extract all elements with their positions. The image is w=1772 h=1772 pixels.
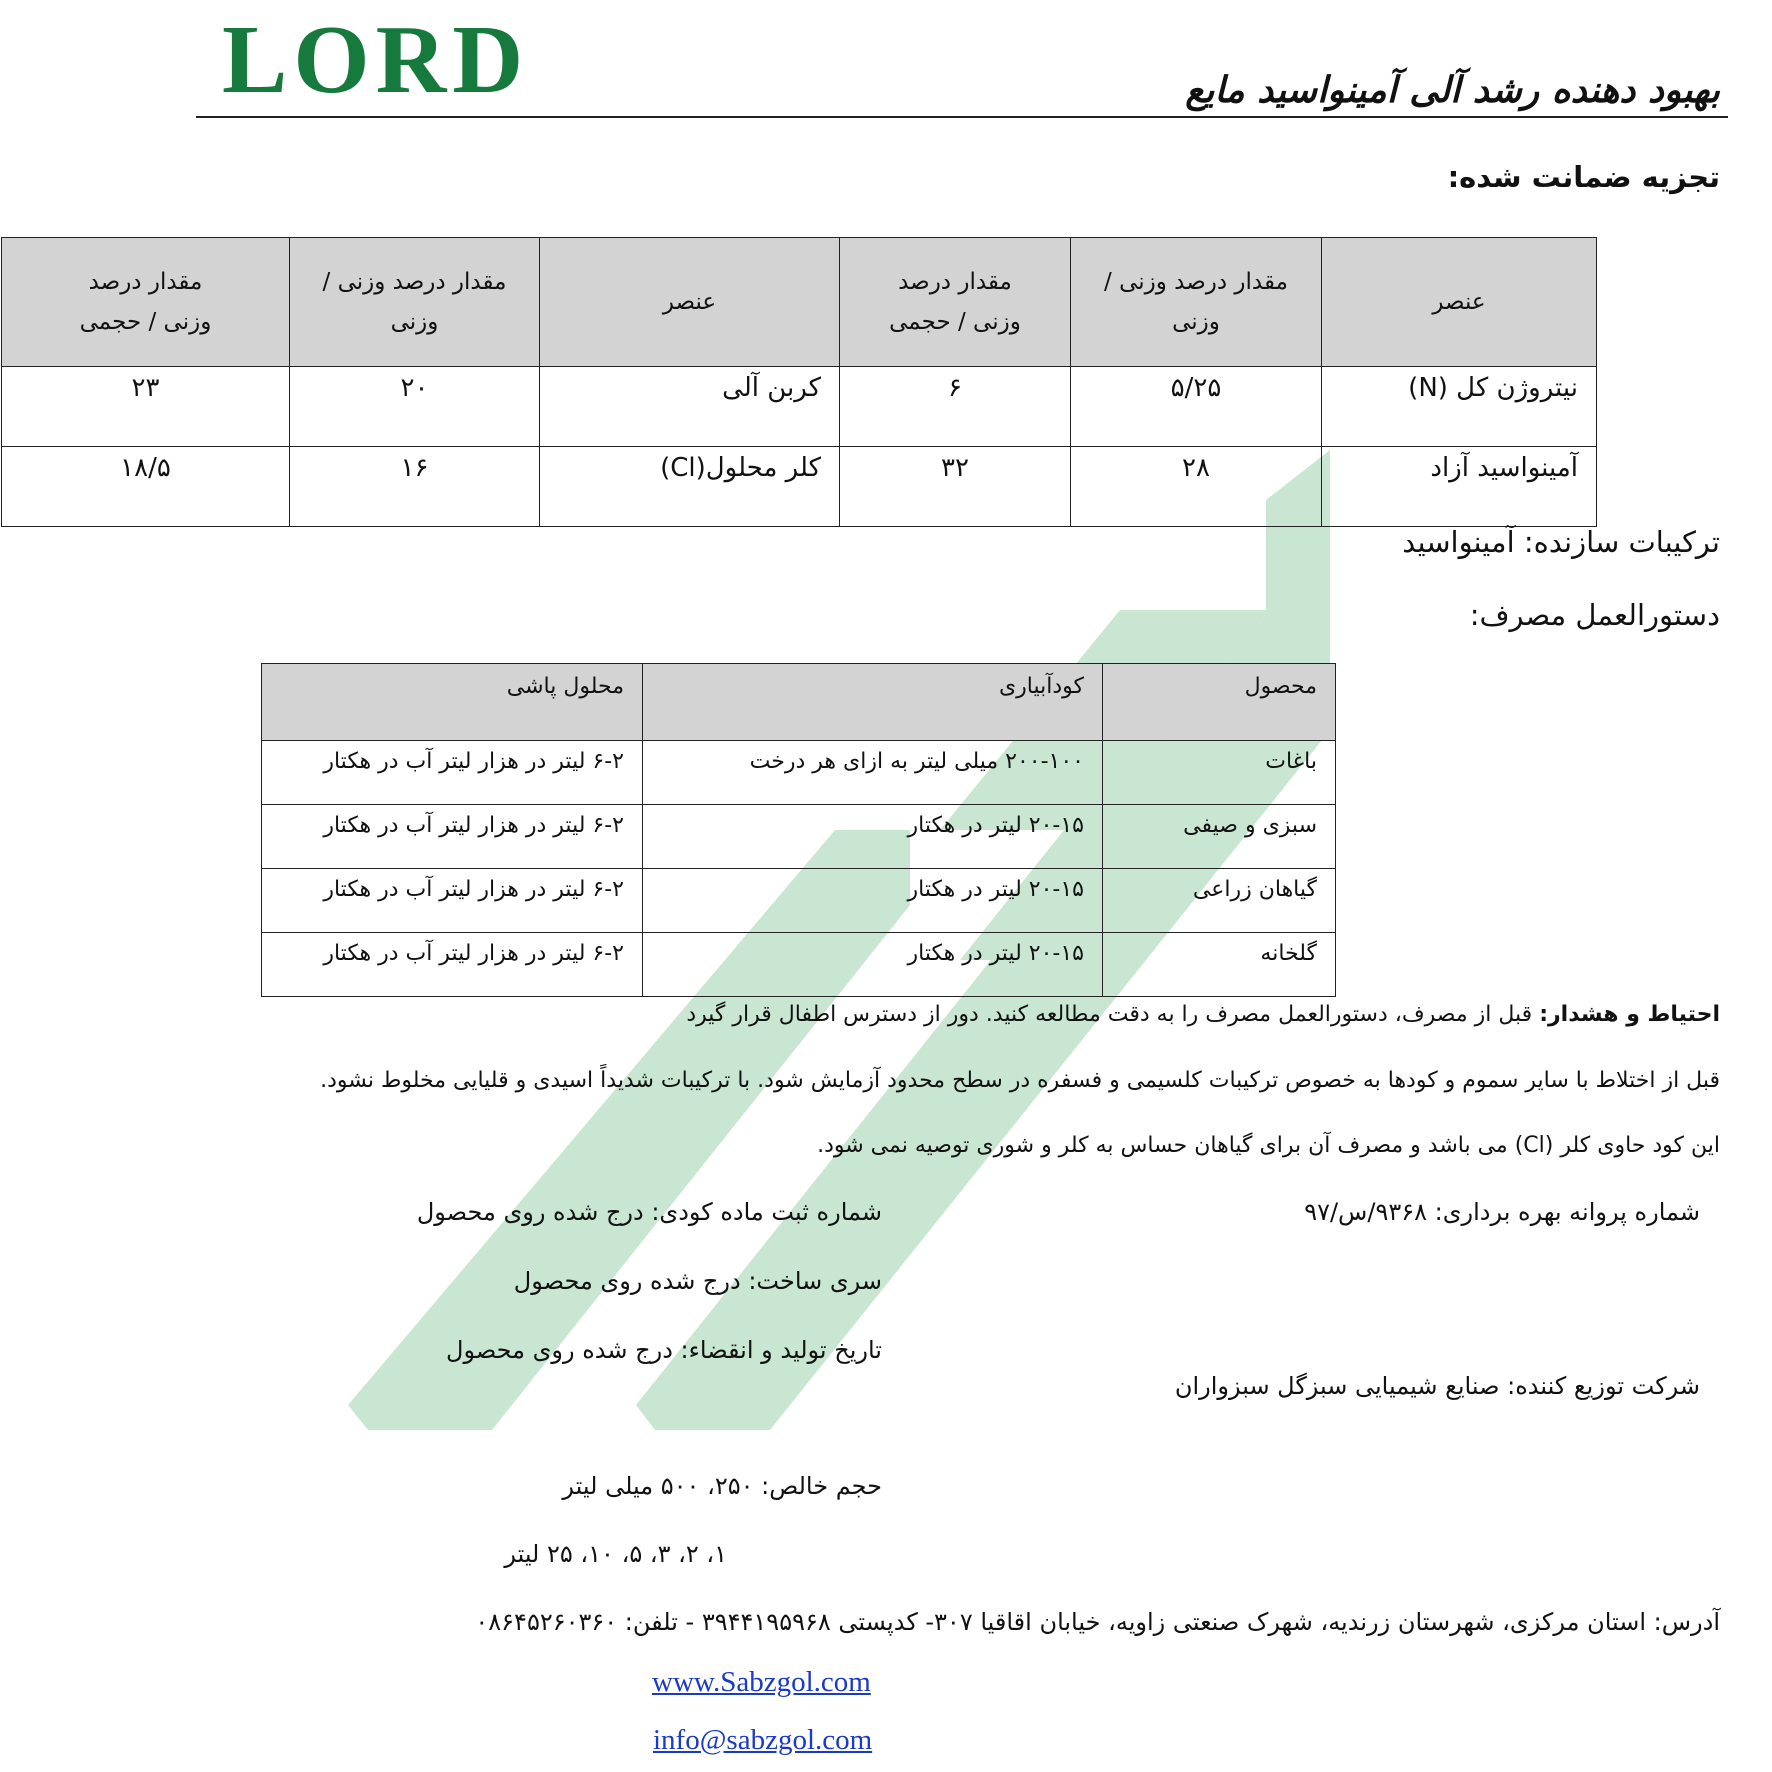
warning-label: احتیاط و هشدار:	[1539, 1002, 1720, 1027]
table-cell: سبزی و صیفی	[1103, 805, 1336, 869]
mixing-note: قبل از اختلاط با سایر سموم و کودها به خصوص ترکیبات کلسیمی و فسفره در سطح محدود آزمایش شود. با ترکیبات شدیداً اسیدی و قلیایی مخلوط نشود.	[320, 1068, 1720, 1093]
product-title: بهبود دهنده رشد آلی آمینواسید مایع	[1185, 70, 1720, 111]
table-cell: ۶-۲ لیتر در هزار لیتر آب در هکتار	[262, 933, 643, 997]
distributor: شرکت توزیع کننده: صنایع شیمیایی سبزگل سبزواران	[1174, 1372, 1700, 1400]
table-cell: ۲۰	[290, 367, 540, 447]
table-cell: ۶-۲ لیتر در هزار لیتر آب در هکتار	[262, 869, 643, 933]
table-cell: نیتروژن کل (N)	[1322, 367, 1597, 447]
table-cell: باغات	[1103, 741, 1336, 805]
column-header: مقدار درصد وزنی / وزنی	[290, 238, 540, 367]
table-cell: گیاهان زراعی	[1103, 869, 1336, 933]
composition-line: ترکیبات سازنده: آمینواسید	[1402, 525, 1720, 559]
table-cell: ۲۸	[1071, 447, 1322, 527]
table-cell: ۱۶	[290, 447, 540, 527]
batch-number: سری ساخت: درج شده روی محصول	[513, 1267, 882, 1295]
table-row	[262, 741, 1336, 805]
chlorine-note: این کود حاوی کلر (Cl) می باشد و مصرف آن برای گیاهان حساس به کلر و شوری توصیه نمی شود.	[817, 1133, 1720, 1158]
column-header: مقدار درصد وزنی / وزنی	[1071, 238, 1322, 367]
column-header: کودآبیاری	[643, 664, 1103, 741]
available-volumes: ۱، ۲، ۳، ۵، ۱۰، ۲۵ لیتر	[504, 1540, 727, 1568]
table-row	[262, 869, 1336, 933]
warning-text: قبل از مصرف، دستورالعمل مصرف را به دقت مطالعه کنید. دور از دسترس اطفال قرار گیرد	[686, 1002, 1540, 1027]
production-dates: تاریخ تولید و انقضاء: درج شده روی محصول	[446, 1336, 882, 1364]
guaranteed-analysis-heading: تجزیه ضمانت شده:	[1447, 160, 1720, 194]
column-header: مقدار درصد وزنی / حجمی	[2, 238, 290, 367]
table-cell: ۶-۲ لیتر در هزار لیتر آب در هکتار	[262, 741, 643, 805]
column-header: مقدار درصد وزنی / حجمی	[840, 238, 1071, 367]
header-divider	[196, 116, 1728, 118]
table-cell: کلر محلول(Cl)	[540, 447, 840, 527]
table-row	[262, 933, 1336, 997]
warning-paragraph	[686, 1002, 1720, 1027]
table-cell: ۲۳	[2, 367, 290, 447]
table-cell: ۱۸/۵	[2, 447, 290, 527]
email-link[interactable]: info@sabzgol.com	[653, 1724, 873, 1756]
table-cell: کربن آلی	[540, 367, 840, 447]
column-header: محلول پاشی	[262, 664, 643, 741]
table-header-row	[262, 664, 1336, 741]
column-header: محصول	[1103, 664, 1336, 741]
table-cell: ۲۰-۱۵ لیتر در هکتار	[643, 933, 1103, 997]
table-cell: ۲۰-۱۵ لیتر در هکتار	[643, 805, 1103, 869]
table-row	[2, 367, 1597, 447]
table-cell: ۳۲	[840, 447, 1071, 527]
analysis-table	[1, 237, 1597, 527]
net-volume: حجم خالص: ۲۵۰، ۵۰۰ میلی لیتر	[562, 1472, 882, 1500]
website-link[interactable]: www.Sabzgol.com	[652, 1666, 871, 1698]
table-cell: ۶	[840, 367, 1071, 447]
logo-text: LORD	[222, 6, 530, 114]
registration-number: شماره ثبت ماده کودی: درج شده روی محصول	[416, 1198, 882, 1226]
table-cell: آمینواسید آزاد	[1322, 447, 1597, 527]
table-row	[262, 805, 1336, 869]
table-cell: ۲۰-۱۵ لیتر در هکتار	[643, 869, 1103, 933]
usage-heading: دستورالعمل مصرف:	[1469, 598, 1720, 632]
usage-table	[261, 663, 1336, 997]
table-cell: ۲۰۰-۱۰۰ میلی لیتر به ازای هر درخت	[643, 741, 1103, 805]
column-header: عنصر	[1322, 238, 1597, 367]
license-number: شماره پروانه بهره برداری: ۹۳۶۸/س/۹۷	[1304, 1198, 1700, 1226]
table-cell: ۶-۲ لیتر در هزار لیتر آب در هکتار	[262, 805, 643, 869]
table-cell: ۵/۲۵	[1071, 367, 1322, 447]
table-cell: گلخانه	[1103, 933, 1336, 997]
column-header: عنصر	[540, 238, 840, 367]
brand-logo	[222, 6, 552, 114]
address: آدرس: استان مرکزی، شهرستان زرندیه، شهرک صنعتی زاویه، خیابان اقاقیا ۳۰۷- کدپستی ۳۹۴۴۱۹۵۹۶۸ - تلفن: ۰۸۶۴۵۲۶۰۳۶۰	[475, 1608, 1720, 1636]
table-header-row	[2, 238, 1597, 367]
table-row	[2, 447, 1597, 527]
